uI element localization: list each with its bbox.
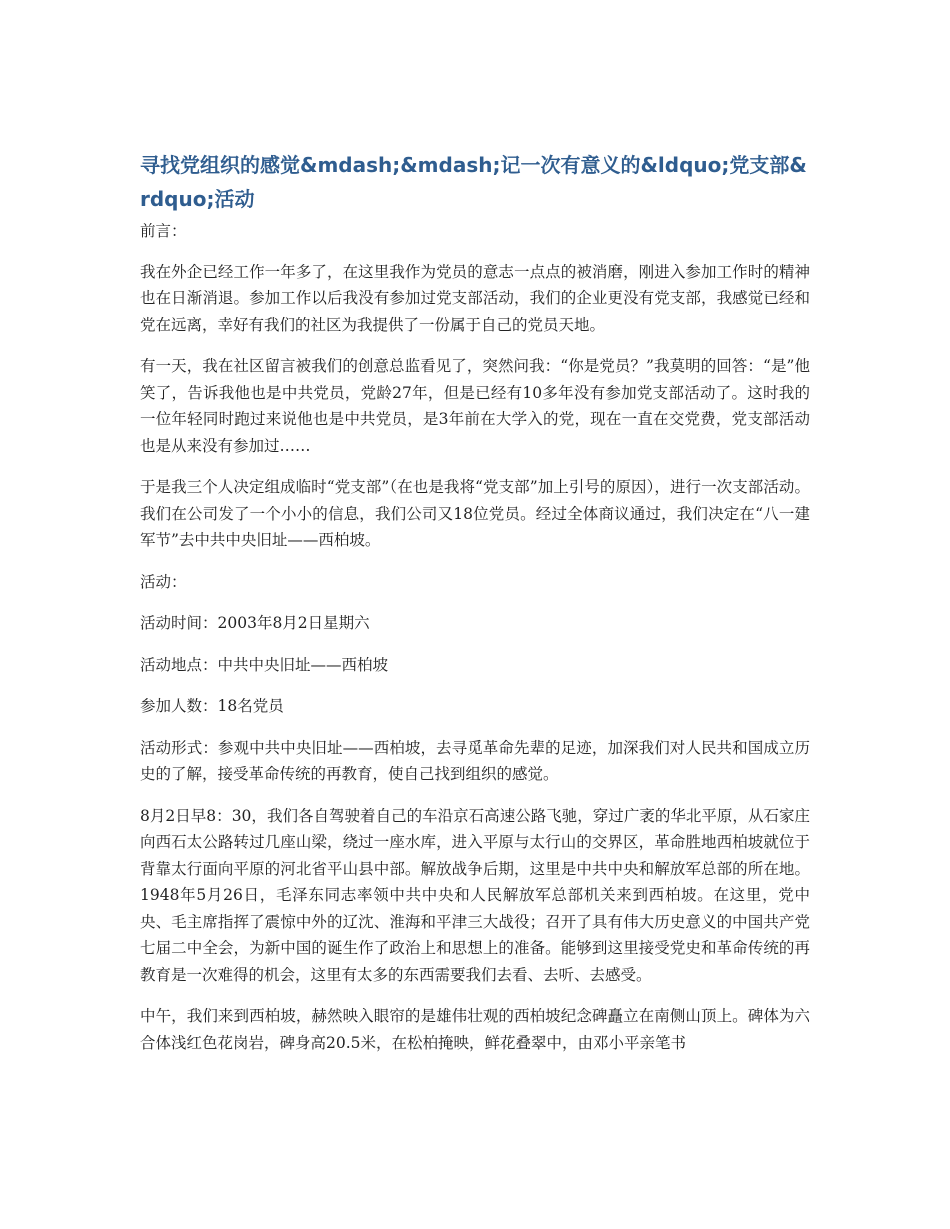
paragraph-activity-form: 活动形式：参观中共中央旧址——西柏坡，去寻觅革命先辈的足迹，加深我们对人民共和国成立历史的了解，接受革命传统的再教育，使自己找到组织的感觉。 — [140, 738, 810, 783]
paragraph-journey: 8月2日早8：30，我们各自驾驶着自己的车沿京石高速公路飞驰，穿过广袤的华北平原，从石家庄向西石太公路转过几座山梁，绕过一座水库，进入平原与太行山的交界区，革命胜地西柏坡就位于背靠太行面向平原的河北省平山县中部。解放战争后期，这里是中共中央和解放军总部的所在地。1948年5月26日，毛泽东同志率领中共中央和人民解放军总部机关来到西柏坡。在这里，党中央、毛主席指挥了震惊中外的辽沈、淮海和平津三大战役；召开了具有伟大历史意义的中国共产党七届二中全会，为新中国的诞生作了政治上和思想上的准备。能够到这里接受党史和革命传统的再教育是一次难得的机会，这里有太多的东西需要我们去看、去听、去感受。 — [140, 806, 810, 984]
paragraph-activity-label: 活动： — [140, 572, 187, 591]
paragraph-intro: 我在外企已经工作一年多了，在这里我作为党员的意志一点点的被消磨，刚进入参加工作时的精神也在日渐消退。参加工作以后我没有参加过党支部活动，我们的企业更没有党支部，我感觉已经和党在远离，幸好有我们的社区为我提供了一份属于自己的党员天地。 — [140, 262, 810, 334]
paragraph-activity-time: 活动时间：2003年8月2日星期六 — [140, 614, 370, 632]
paragraph-decision: 于是我三个人决定组成临时“党支部”（在也是我将“党支部”加上引号的原因），进行一次支部活动。我们在公司发了一个小小的信息，我们公司又18位党员。经过全体商议通过，我们决定在“八一建军节”去中共中央旧址——西柏坡。 — [140, 478, 810, 549]
document-title: 寻找党组织的感觉&mdash;&mdash;记一次有意义的&ldquo;党支部&rdquo;活动 — [140, 153, 807, 211]
document-page — [140, 148, 810, 1071]
paragraph-preface-label: 前言： — [140, 222, 187, 240]
paragraph-activity-place: 活动地点：中共中央旧址——西柏坡 — [140, 655, 389, 674]
paragraph-participants: 参加人数：18名党员 — [140, 697, 284, 715]
paragraph-meeting: 有一天，我在社区留言被我们的创意总监看见了，突然问我：“你是党员？”我莫明的回答：“是”他笑了，告诉我他也是中共党员，党龄27年，但是已经有10多年没有参加党支部活动了。这时我的一位年轻同时跑过来说他也是中共党员，是3年前在大学入的党，现在一直在交党费，党支部活动也是从来没有参加过…… — [140, 357, 810, 455]
paragraph-arrival: 中午，我们来到西柏坡，赫然映入眼帘的是雄伟壮观的西柏坡纪念碑矗立在南侧山顶上。碑体为六合体浅红色花岗岩，碑身高20.5米，在松柏掩映，鲜花叠翠中，由邓小平亲笔书 — [140, 1007, 810, 1052]
